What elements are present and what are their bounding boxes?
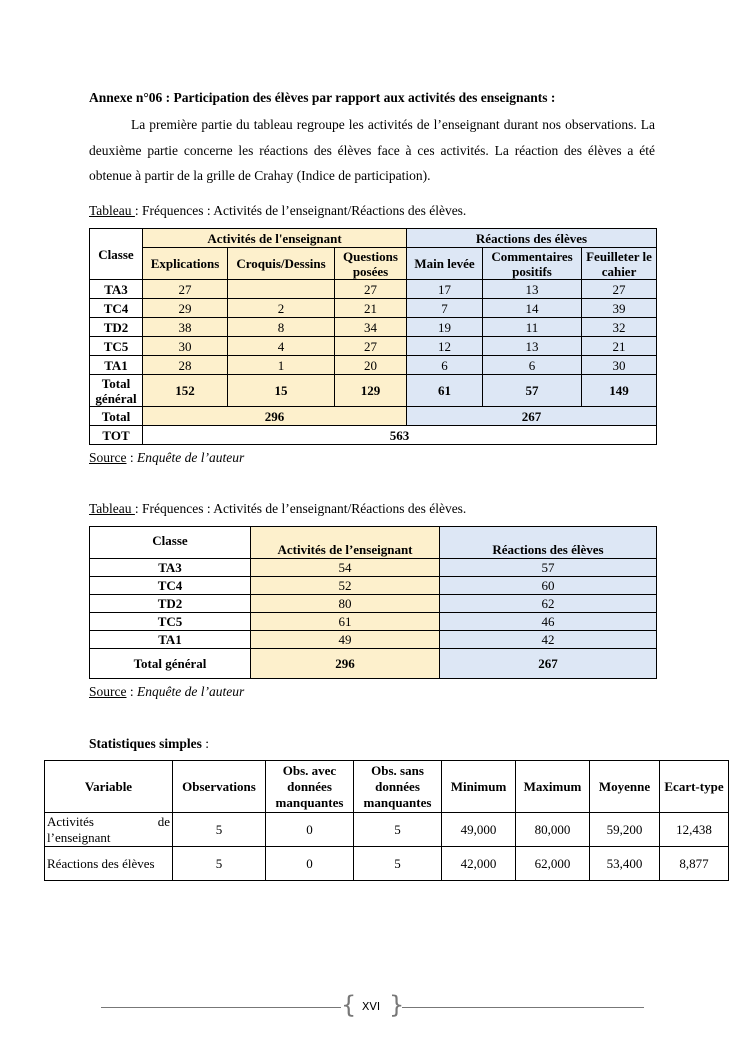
- row-label: Total général: [90, 375, 143, 407]
- table-cell: 296: [251, 649, 440, 679]
- table-cell: 30: [143, 337, 228, 356]
- table2-source: Source : Enquête de l’auteur: [89, 684, 245, 699]
- table-cell: 27: [582, 280, 657, 299]
- table-cell: 6: [483, 356, 582, 375]
- table-cell: 5: [354, 847, 442, 881]
- table-cell: 5: [173, 847, 266, 881]
- table-cell: 12,438: [660, 813, 729, 847]
- table-cell: 7: [407, 299, 483, 318]
- table-cell: 34: [335, 318, 407, 337]
- stats-variable: Réactions des élèves: [45, 847, 173, 881]
- table1-col-feuilleter: Feuilleter le cahier: [582, 248, 657, 280]
- table-cell: 19: [407, 318, 483, 337]
- annex-heading: Annexe n°06 : Participation des élèves par rapport aux activités des enseignants :: [89, 90, 556, 105]
- table-cell: 30: [582, 356, 657, 375]
- table-cell: 80,000: [516, 813, 590, 847]
- table1-source: Source : Enquête de l’auteur: [89, 450, 245, 465]
- table2-caption-text: : Fréquences : Activités de l’enseignant/Réactions des élèves.: [134, 501, 467, 516]
- table-cell: 32: [582, 318, 657, 337]
- table-cell: 59,200: [590, 813, 660, 847]
- table-cell: 57: [483, 375, 582, 407]
- table-cell: 21: [582, 337, 657, 356]
- table-cell: 42,000: [442, 847, 516, 881]
- table-cell: 11: [483, 318, 582, 337]
- table1-tot-value: 563: [143, 426, 657, 445]
- table-row: [90, 577, 657, 595]
- table-cell: 27: [335, 280, 407, 299]
- table-cell: 57: [440, 559, 657, 577]
- table-cell: 0: [266, 813, 354, 847]
- table-row: [90, 613, 657, 631]
- stats-title-text: Statistiques simples: [89, 736, 202, 751]
- stats-title-suffix: :: [201, 736, 210, 751]
- page-number: XVI: [361, 1000, 381, 1013]
- stats-title: [89, 736, 209, 752]
- intro-text: La première partie du tableau regroupe les activités de l’enseignant durant nos observations. La deuxième partie concerne les réactions des élèves face à ces activités. La réaction des élèves a été obtenue à partir de la grille de Crahay (Indice de participation).: [89, 117, 655, 183]
- table-cell: 129: [335, 375, 407, 407]
- table2-source-text: Enquête de l’auteur: [137, 684, 245, 699]
- table1-header-activites: Activités de l'enseignant: [143, 229, 407, 248]
- table1-total-general-row: [90, 375, 657, 407]
- table-row: [90, 299, 657, 318]
- table-cell: 42: [440, 631, 657, 649]
- right-brace-icon: }: [389, 991, 405, 1019]
- table-cell: 21: [335, 299, 407, 318]
- table-cell: 61: [251, 613, 440, 631]
- table-cell: 20: [335, 356, 407, 375]
- table1-total-row: [90, 407, 657, 426]
- table-cell: 8,877: [660, 847, 729, 881]
- footer-rule-right: [402, 1007, 644, 1008]
- stats-header-observations: Observations: [173, 761, 266, 813]
- table-cell: 5: [173, 813, 266, 847]
- stats-header-obs-avec: Obs. avec données manquantes: [266, 761, 354, 813]
- table-cell: 15: [228, 375, 335, 407]
- table-cell: 152: [143, 375, 228, 407]
- table-cell: 1: [228, 356, 335, 375]
- table1-caption: [89, 203, 466, 219]
- footer-rule-left: [101, 1007, 341, 1008]
- table-row: [90, 337, 657, 356]
- table1-col-main-levee: Main levée: [407, 248, 483, 280]
- table-cell: 52: [251, 577, 440, 595]
- table1-total-activites: 296: [143, 407, 407, 426]
- table1-header-reactions: Réactions des élèves: [407, 229, 657, 248]
- row-label: Total: [90, 407, 143, 426]
- table-cell: 29: [143, 299, 228, 318]
- table-cell: 5: [354, 813, 442, 847]
- table-cell: 2: [228, 299, 335, 318]
- table-cell: 46: [440, 613, 657, 631]
- table-cell: 53,400: [590, 847, 660, 881]
- table-row: [90, 631, 657, 649]
- row-label: TC4: [90, 299, 143, 318]
- table-cell: 62: [440, 595, 657, 613]
- table-row: [45, 813, 729, 847]
- table-row: [90, 356, 657, 375]
- table2-header-classe: Classe: [90, 527, 251, 559]
- table1-caption-label: Tableau: [89, 203, 135, 218]
- table-cell: [228, 280, 335, 299]
- table-cell: 149: [582, 375, 657, 407]
- table-row: [90, 280, 657, 299]
- table-row: [45, 847, 729, 881]
- table1-source-label: Source: [89, 450, 127, 465]
- stats-header-variable: Variable: [45, 761, 173, 813]
- table-cell: 267: [440, 649, 657, 679]
- table2-header-activites: Activités de l’enseignant: [251, 527, 440, 559]
- table-cell: 28: [143, 356, 228, 375]
- table-cell: 6: [407, 356, 483, 375]
- row-label: TC5: [90, 613, 251, 631]
- table1-tot-row: [90, 426, 657, 445]
- table-cell: 80: [251, 595, 440, 613]
- stats-header-moyenne: Moyenne: [590, 761, 660, 813]
- row-label: TC5: [90, 337, 143, 356]
- table-cell: 27: [335, 337, 407, 356]
- table-cell: 62,000: [516, 847, 590, 881]
- table-cell: 14: [483, 299, 582, 318]
- intro-paragraph: [89, 112, 655, 189]
- row-label: TD2: [90, 595, 251, 613]
- table1-source-text: Enquête de l’auteur: [137, 450, 245, 465]
- table2-total-row: [90, 649, 657, 679]
- table-row: [90, 318, 657, 337]
- left-brace-icon: {: [341, 991, 357, 1019]
- table-cell: 13: [483, 280, 582, 299]
- table1-col-questions: Questions posées: [335, 248, 407, 280]
- table-cell: 49: [251, 631, 440, 649]
- table1-col-explications: Explications: [143, 248, 228, 280]
- table2-caption: [89, 501, 466, 517]
- table2-frequences: [89, 526, 657, 679]
- stats-table: [44, 760, 729, 881]
- table2-header-reactions: Réactions des élèves: [440, 527, 657, 559]
- table-row: [90, 559, 657, 577]
- table-cell: 12: [407, 337, 483, 356]
- row-label: TC4: [90, 577, 251, 595]
- table1-col-commentaires: Commentaires positifs: [483, 248, 582, 280]
- table2-source-label: Source: [89, 684, 127, 699]
- table-row: [90, 595, 657, 613]
- table1-col-croquis: Croquis/Dessins: [228, 248, 335, 280]
- row-label: TA1: [90, 631, 251, 649]
- stats-header-maximum: Maximum: [516, 761, 590, 813]
- table-cell: 49,000: [442, 813, 516, 847]
- table-cell: 0: [266, 847, 354, 881]
- table1-frequences: [89, 228, 657, 445]
- stats-header-ecart-type: Ecart-type: [660, 761, 729, 813]
- table-cell: 39: [582, 299, 657, 318]
- table-cell: 17: [407, 280, 483, 299]
- table-cell: 13: [483, 337, 582, 356]
- row-label: Total général: [90, 649, 251, 679]
- row-label: TA3: [90, 280, 143, 299]
- table-cell: 38: [143, 318, 228, 337]
- row-label: TA1: [90, 356, 143, 375]
- table1-header-classe: Classe: [90, 229, 143, 280]
- row-label: TD2: [90, 318, 143, 337]
- table-cell: 27: [143, 280, 228, 299]
- stats-variable: Activités de l’enseignant: [45, 813, 173, 847]
- table-cell: 4: [228, 337, 335, 356]
- row-label: TA3: [90, 559, 251, 577]
- table-cell: 8: [228, 318, 335, 337]
- table-cell: 54: [251, 559, 440, 577]
- table2-caption-label: Tableau: [89, 501, 135, 516]
- stats-header-obs-sans: Obs. sans données manquantes: [354, 761, 442, 813]
- table-cell: 61: [407, 375, 483, 407]
- stats-header-minimum: Minimum: [442, 761, 516, 813]
- table1-caption-text: : Fréquences : Activités de l’enseignant/Réactions des élèves.: [134, 203, 467, 218]
- table-cell: 60: [440, 577, 657, 595]
- row-label: TOT: [90, 426, 143, 445]
- table1-total-reactions: 267: [407, 407, 657, 426]
